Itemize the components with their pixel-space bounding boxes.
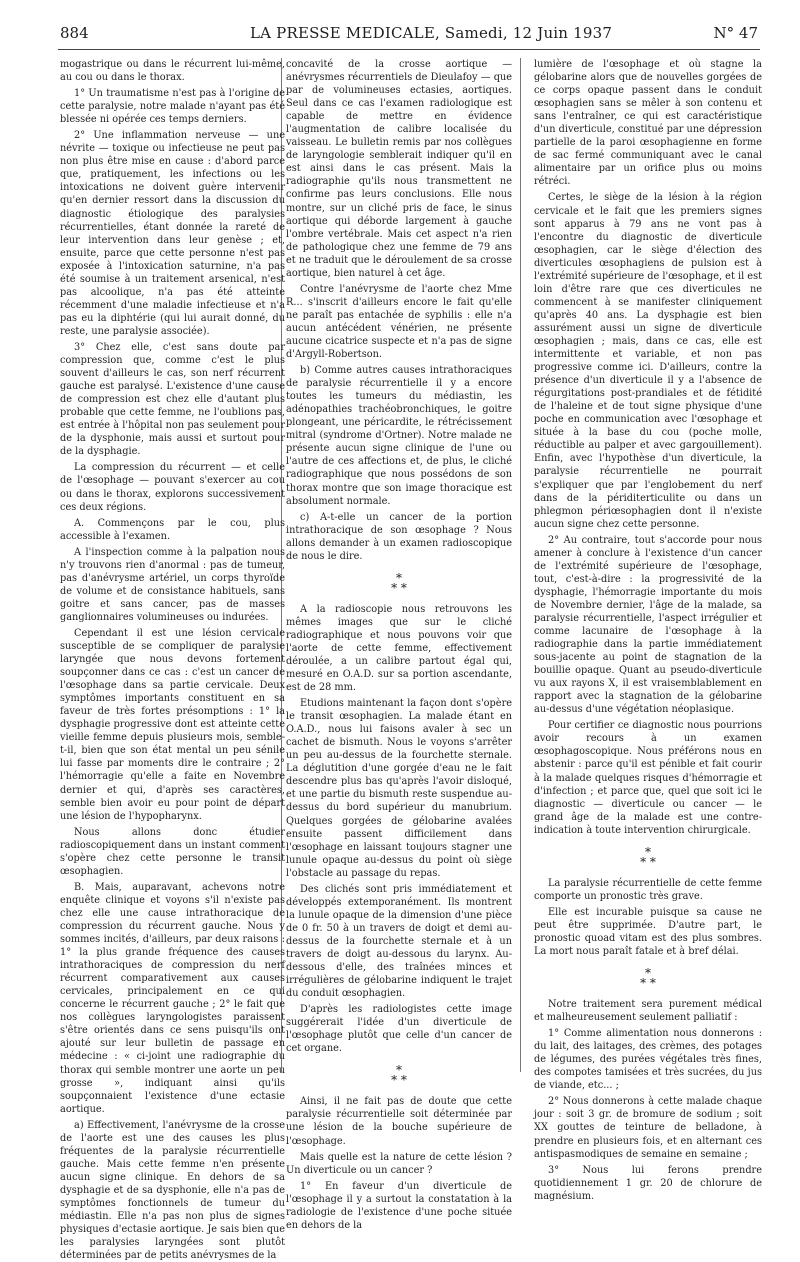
paragraph: Pour certifier ce diagnostic nous pourrions avoir recours à un examen œsophagoscopique. Nous préférons nous en abstenir : parce qu'il est pénible et fait courir à la malade quelques risques d'hémorragie et d'infection ; et parce que, quel que soit ici le diagnostic — diverticule ou cancer — le grand âge de la malade est une contre-indication à toute intervention chirurgicale. [534, 720, 762, 836]
paragraph: Ainsi, il ne fait pas de doute que cette paralysie récurrentielle soit déterminée par une lésion de la bouche supérieure de l'œsophage. [286, 1096, 512, 1147]
paragraph: b) Comme autres causes intrathoraciques de paralysie récurrentielle il y a encore toutes les tumeurs du médiastin, les adénopathies trachéobronchiques, le goitre plongeant, une péricardite, le rétrécissement mitral (syndrome d'Ortner). Notre malade ne présente aucun signe clinique de l'une ou l'autre de ces affections et, de plus, le cliché radiographique que nous possédons de son thorax montre que son image thoracique est absolument normale. [286, 365, 512, 507]
issue-number: N° 47 [713, 24, 758, 42]
text-column-2 [286, 58, 512, 1231]
paragraph: A l'inspection comme à la palpation nous n'y trouvons rien d'anormal : pas de tumeur, pas d'anévrysme artériel, un corps thyroïde de volume et de consistance habituels, sans goitre et sans cancer, pas de masses ganglionnaires volumineuses ou indurées. [60, 546, 285, 623]
paragraph: B. Mais, auparavant, achevons notre enquête clinique et voyons s'il n'existe pas chez elle une cause intrathoracique de compression du récurrent gauche. Nous y sommes incités, d'ailleurs, par deux raisons : 1° la plus grande fréquence des causes intrathoraciques de compression du nerf récurrent comparativement aux causes cervicales, principalement en ce qui concerne le récurrent gauche ; 2° le fait que nos collègues laryngologistes paraissent s'être orientés dans ce sens puisqu'ils ont ajouté sur leur bulletin de passage en médecine : « ci-joint une radiographie du thorax qui semble montrer une aorte un peu grosse », indiquant ainsi qu'ils soupçonnaient l'existence d'une ectasie aortique. [60, 881, 285, 1115]
paragraph: 1° Comme alimentation nous donnerons : du lait, des laitages, des crèmes, des potages de légumes, des purées végétales très fines, des compotes tamisées et très sucrées, du jus de viande, etc... ; [534, 1028, 762, 1092]
paragraph: Nous allons donc étudier radioscopiquement dans un instant comment s'opère chez cette personne le transit œsophagien. [60, 826, 285, 877]
column-divider [520, 58, 521, 1072]
paragraph: Etudions maintenant la façon dont s'opère le transit œsophagien. La malade étant en O.A.D., nous lui faisons avaler à sec un cachet de bismuth. Nous le voyons s'arrêter un peu au-dessus de la fourchette sternale. La déglutition d'une gorgée d'eau ne le fait descendre plus bas qu'après l'avoir disloqué, et une partie du bismuth reste suspendue au-dessus du bord supérieur du manubrium. Quelques gorgées de gélobarine avalées ensuite passent difficilement dans l'œsophage en laissant toujours stagner une lunule opaque au-dessus du point où siège l'obstacle au passage du repas. [286, 698, 512, 879]
paragraph: 1° En faveur d'un diverticule de l'œsophage il y a surtout la constatation à la radiologie de l'existence d'une poche située en dehors de la [286, 1180, 512, 1231]
paragraph: Des clichés sont pris immédiatement et développés extemporanément. Ils montrent la lunule opaque de la dimension d'une pièce de 0 fr. 50 à un travers de doigt et demi au-dessus de la fourchette sternale et à un travers de doigt au-dessous du larynx. Au-dessous d'elle, des traînées minces et irrégulières de gélobarine indiquent le trajet du conduit œsophagien. [286, 883, 512, 1000]
text-column-3 [534, 58, 763, 1202]
section-separator: * * * [640, 844, 656, 869]
header-rule [58, 49, 760, 50]
paragraph: Mais quelle est la nature de cette lésion ? Un diverticule ou un cancer ? [286, 1151, 512, 1176]
page-header [0, 24, 800, 46]
paragraph: 2° Nous donnerons à cette malade chaque jour : soit 3 gr. de bromure de sodium ; soit XX gouttes de teinture de belladone, à prendre en plusieurs fois, et en alternant ces antispasmodiques de semaine en semaine ; [534, 1096, 762, 1160]
paragraph: La compression du récurrent — et celle de l'œsophage — pouvant s'exercer au cou ou dans le thorax, explorons successivement ces deux régions. [60, 462, 285, 513]
paragraph: 2° Au contraire, tout s'accorde pour nous amener à conclure à l'existence d'un cancer de l'extrémité supérieure de l'œsophage, tout, c'est-à-dire : la progressivité de la dysphagie, l'hémorragie importante du mois de Novembre dernier, l'âge de la malade, sa paralysie récurrentielle, l'aspect irrégulier et comme lacunaire de l'œsophage à la radiographie dans la partie immédiatement sous-jacente au point de stagnation de la bouillie opaque. Quant au pseudo-diverticule vu aux rayons X, il est vraisemblablement en rapport avec la stagnation de la gélobarine au-dessus d'une végétation néoplasique. [534, 534, 762, 716]
section-separator: * * * [391, 570, 407, 595]
paragraph: D'après les radiologistes cette image suggérerait l'idée d'un diverticule de l'œsophage plutôt que celle d'un cancer de cet organe. [286, 1004, 512, 1055]
paragraph: Elle est incurable puisque sa cause ne peut être supprimée. D'autre part, le pronostic quoad vitam est des plus sombres. La mort nous paraît fatale et à bref délai. [534, 906, 762, 957]
paragraph: concavité de la crosse aortique — anévrysmes récurrentiels de Dieulafoy — que par de volumineuses ectasies, aortiques. Seul dans ce cas l'examen radiologique est capable de mettre en évidence l'augmentation de calibre localisée du vaisseau. Le bulletin remis par nos collègues de laryngologie semblerait indiquer qu'il en est ainsi dans le cas présent. Mais la radiographie qu'ils nous transmettent ne confirme pas leurs conclusions. Elle nous montre, sur un cliché pris de face, le sinus aortique qui déborde largement à gauche l'ombre vertébrale. Mais cet aspect n'a rien de pathologique chez une femme de 79 ans et ne traduit que le déroulement de sa crosse aortique, bien naturel à cet âge. [286, 59, 512, 279]
paragraph: Contre l'anévrysme de l'aorte chez Mme R... s'inscrit d'ailleurs encore le fait qu'elle ne paraît pas entachée de syphilis : elle n'a aucun antécédent vénérien, ne présente aucune cicatrice suspecte et n'a pas de signe d'Argyll-Robertson. [286, 283, 512, 361]
paragraph: mogastrique ou dans le récurrent lui-même, au cou ou dans le thorax. [60, 59, 285, 84]
paragraph: lumière de l'œsophage et où stagne la gélobarine alors que de nouvelles gorgées de ce corps opaque passent dans le conduit œsophagien sans se mêler à son contenu et sans l'entraîner, ce qui est caractéristique d'un diverticule, constitué par une dépression partielle de la paroi œsophagienne en forme de sac fermé communiquant avec le canal alimentaire par un orifice plus ou moins rétréci. [534, 59, 762, 188]
paragraph: 3° Nous lui ferons prendre quotidiennement 1 gr. 20 de chlorure de magnésium. [534, 1164, 762, 1202]
paragraph: Cependant il est une lésion cervicale susceptible de se compliquer de paralysie laryngée que nous devons fortement soupçonner dans ce cas : c'est un cancer de l'œsophage dans sa partie cervicale. Deux symptômes importants constituent en sa faveur de très fortes présomptions : 1° la dysphagie progressive dont est atteinte cette vieille femme depuis plusieurs mois, semble-t-il, bien que son état mental un peu sénile lui fasse par moments dire le contraire ; 2° l'hémorragie qu'elle a faite en Novembre dernier et qui, d'après ses caractères, semble bien avoir eu pour point de départ une lésion de l'hypopharynx. [60, 627, 285, 822]
text-column-1 [60, 58, 285, 1262]
paragraph: Notre traitement sera purement médical et malheureusement seulement palliatif : [534, 999, 762, 1024]
page-number: 884 [60, 24, 89, 42]
journal-title: LA PRESSE MEDICALE, Samedi, 12 Juin 1937 [250, 24, 613, 42]
paragraph: 3° Chez elle, c'est sans doute par compression que, comme c'est le plus souvent d'ailleurs le cas, son nerf récurrent gauche est paralysé. L'existence d'une cause de compression est chez elle d'autant plus probable que cette femme, ne l'oublions pas, est entrée à l'hôpital non pas seulement pour de la dysphonie, mais aussi et surtout pour de la dysphagie. [60, 341, 285, 458]
paragraph: A la radioscopie nous retrouvons les mêmes images que sur le cliché radiographique et nous pouvons voir que l'aorte de cette femme, effectivement déroulée, a un calibre partout égal qui, mesuré en O.A.D. sur sa portion ascendante, est de 28 mm. [286, 603, 512, 694]
paragraph: 2° Une inflammation nerveuse — une névrite — toxique ou infectieuse ne peut pas non plus être mise en cause : d'abord parce que, pratiquement, les infections ou les intoxications ne doivent guère intervenir qu'en dernier ressort dans la discussion du diagnostic étiologique des paralysies récurrentielles, étant donnée la rareté de leur intervention dans leur genèse ; et, ensuite, parce que cette personne n'est pas exposée à l'intoxication saturnine, n'a pas été soumise à un traitement arsenical, n'est pas alcoolique, n'a pas été atteinte récemment d'une maladie infectieuse et n'a pas eu la diphtérie (qui lui aurait donné, du reste, une paralysie associée). [60, 130, 285, 337]
paragraph: c) A-t-elle un cancer de la portion intrathoracique de son œsophage ? Nous allons demander à un examen radioscopique de nous le dire. [286, 511, 512, 562]
section-separator: * * * [640, 966, 656, 991]
paragraph: Certes, le siège de la lésion à la région cervicale et le fait que les premiers signes sont apparus à 79 ans ne vont pas à l'encontre du diagnostic de diverticule œsophagien, car le siège d'élection des diverticules œsophagiens de pulsion est à l'extrémité supérieure de l'œsophage, et il est loin d'être rare que ces diverticules ne commencent à se manifester cliniquement qu'après 40 ans. La dysphagie est bien assurément aussi un signe de diverticule œsophagien ; mais, dans ce cas, elle est intermittente et variable, et non pas progressive comme ici. D'ailleurs, contre la présence d'un diverticule il y a l'absence de régurgitations post-prandiales et de fétidité de l'haleine et de tout signe physique d'une poche en communication avec l'œsophage et située à la base du cou (poche molle, réductible au palper et avec gargouillement). Enfin, avec l'hypothèse d'un diverticule, la paralysie récurrentielle ne pourrait s'expliquer que par l'englobement du nerf dans de la périditerticulite ou dans un phlegmon périœsophagien dont il n'existe aucun signe chez cette personne. [534, 192, 763, 530]
paragraph: a) Effectivement, l'anévrysme de la crosse de l'aorte est une des causes les plus fréquentes de la paralysie récurrentielle gauche. Mais cette femme n'en présente aucun signe clinique. En dehors de sa dysphagie et de sa dysphonie, elle n'a pas de symptômes fonctionnels de tumeur du médiastin. Elle n'a pas non plus de signes physiques d'ectasie aortique. Je sais bien que les paralysies laryngées sont plutôt déterminées par de petits anévrysmes de la [60, 1119, 285, 1262]
paragraph: La paralysie récurrentielle de cette femme comporte un pronostic très grave. [534, 877, 762, 902]
section-separator: * * * [391, 1063, 407, 1088]
paragraph: 1° Un traumatisme n'est pas à l'origine de cette paralysie, notre malade n'ayant pas été blessée ni opérée ces temps derniers. [60, 88, 285, 126]
paragraph: A. Commençons par le cou, plus accessible à l'examen. [60, 517, 285, 542]
